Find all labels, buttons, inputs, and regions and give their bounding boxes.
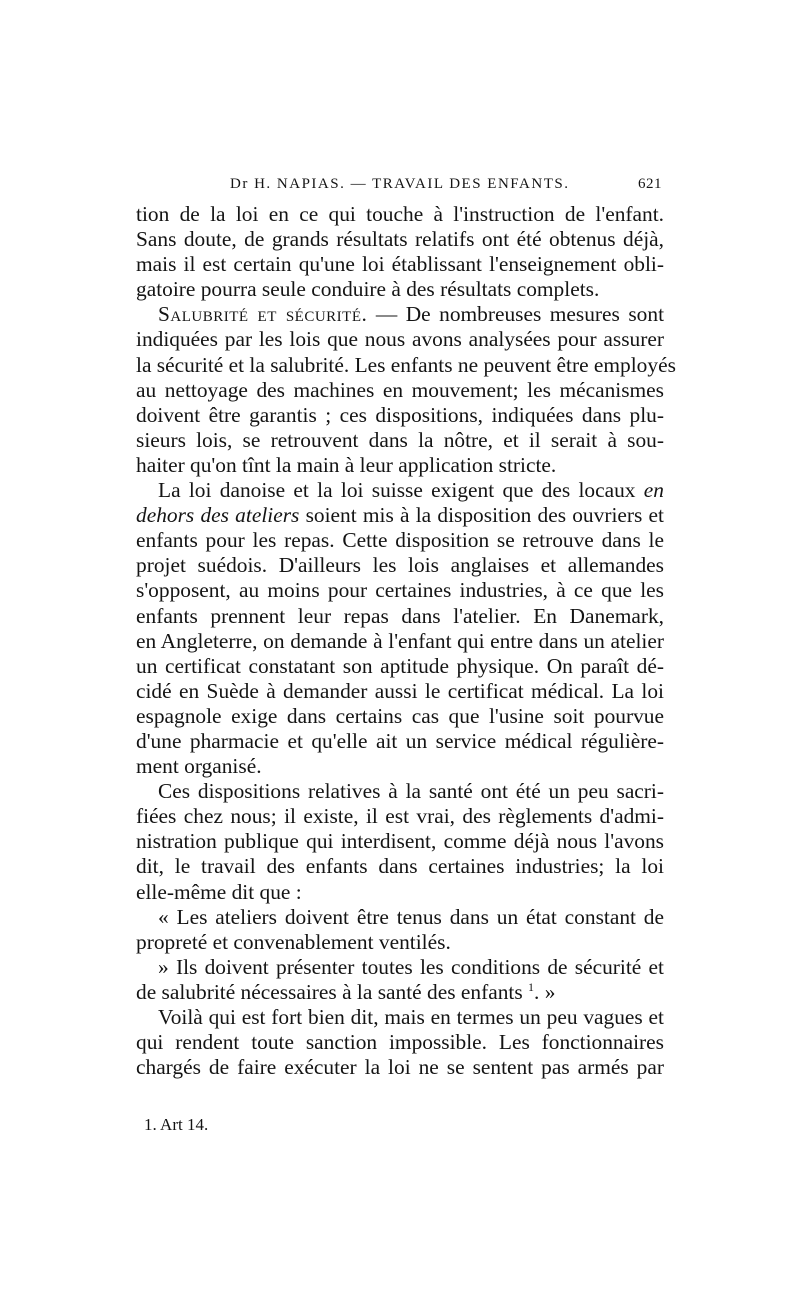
text-line-with-heading [136, 302, 664, 327]
text-line-with-italic [136, 478, 664, 503]
text-line: propreté et convenablement ventilés. [136, 929, 451, 954]
text-line: un certificat constatant son aptitude physique. On paraît dé- [136, 653, 664, 678]
text-line: dit, le travail des enfants dans certaines industries; la loi [136, 854, 664, 879]
text-line-with-italic [136, 503, 664, 528]
text-line: nistration publique qui interdisent, comme déjà nous l'avons [136, 829, 664, 854]
text-fragment: de salubrité nécessaires à la santé des enfants [136, 979, 523, 1004]
book-page [136, 172, 676, 1135]
page-number: 621 [638, 176, 662, 192]
text-line-with-footnote [136, 980, 664, 1005]
text-line: cidé en Suède à demander aussi le certificat médical. La loi [136, 678, 664, 703]
text-fragment: soient mis à la disposition des ouvriers et [305, 503, 664, 528]
running-header [136, 172, 664, 202]
text-line: mais il est certain qu'une loi établissant l'enseignement obli- [136, 252, 664, 277]
text-fragment: . » [534, 979, 556, 1004]
text-line: espagnole exige dans certains cas que l'usine soit pourvue [136, 703, 664, 728]
text-line: Ces dispositions relatives à la santé ont été un peu sacri- [158, 779, 664, 804]
text-line: en Angleterre, on demande à l'enfant qui entre dans un atelier [136, 628, 664, 653]
text-line: d'une pharmacie et qu'elle ait un service médical régulière- [136, 728, 664, 753]
text-fragment: — De nombreuses mesures sont [375, 302, 665, 327]
text-line: la sécurité et la salubrité. Les enfants ne peuvent être employés [136, 352, 676, 377]
footnote: 1. Art 14. [144, 1115, 209, 1135]
text-line: « Les ateliers doivent être tenus dans un état constant de [158, 904, 664, 929]
text-line: au nettoyage des machines en mouvement; les mécanismes [136, 377, 664, 402]
text-line: chargés de faire exécuter la loi ne se sentent pas armés par [136, 1055, 664, 1080]
text-line: ment organisé. [136, 754, 262, 779]
text-line: sieurs lois, se retrouvent dans la nôtre, et il serait à sou- [136, 427, 664, 452]
text-line: s'opposent, au moins pour certaines industries, à ce que les [136, 578, 664, 603]
text-line: Sans doute, de grands résultats relatifs ont été obtenus déjà, [136, 227, 664, 252]
body-text [136, 202, 676, 1080]
text-line: doivent être garantis ; ces dispositions, indiquées dans plu- [136, 402, 664, 427]
footnote-marker: 1 [528, 979, 535, 994]
text-line: indiquées par les lois que nous avons analysées pour assurer [136, 327, 664, 352]
running-title: Dr H. NAPIAS. — TRAVAIL DES ENFANTS. [230, 176, 570, 192]
text-fragment: La loi danoise et la loi suisse exigent que des locaux [158, 478, 636, 503]
text-line: enfants prennent leur repas dans l'atelier. En Danemark, [136, 603, 664, 628]
text-line: qui rendent toute sanction impossible. Les fonctionnaires [136, 1030, 664, 1055]
text-line: gatoire pourra seule conduire à des résultats complets. [136, 277, 600, 302]
text-line: » Ils doivent présenter toutes les conditions de sécurité et [158, 954, 664, 979]
text-line: elle-même dit que : [136, 879, 302, 904]
text-line: enfants pour les repas. Cette disposition se retrouve dans le [136, 528, 664, 553]
text-line: tion de la loi en ce qui touche à l'instruction de l'enfant. [136, 202, 664, 226]
italic-fragment: en [643, 478, 664, 503]
text-line: projet suédois. D'ailleurs les lois anglaises et allemandes [136, 553, 664, 578]
text-line: fiées chez nous; il existe, il est vrai, des règlements d'admi- [136, 804, 664, 829]
text-line: Voilà qui est fort bien dit, mais en termes un peu vagues et [158, 1005, 664, 1029]
italic-fragment: dehors des ateliers [136, 503, 300, 528]
text-line: haiter qu'on tînt la main à leur application stricte. [136, 452, 557, 477]
section-heading-salubrite: Salubrité et sécurité. [158, 302, 368, 327]
